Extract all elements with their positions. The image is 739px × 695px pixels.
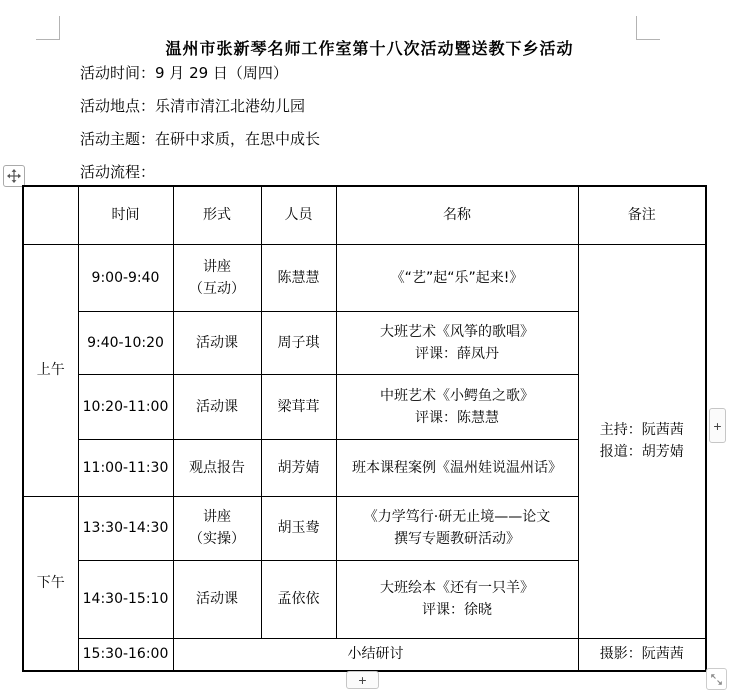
insert-column-button[interactable]	[709, 408, 726, 443]
form-cell[interactable]: 活动课	[173, 560, 261, 638]
note-host: 主持：阮茜茜	[599, 422, 684, 438]
paragraph-activity-place[interactable]: 活动地点：乐清市清江北港幼儿园	[80, 97, 306, 115]
header-form[interactable]: 形式	[173, 186, 261, 244]
four-way-arrows-icon	[7, 169, 21, 183]
document-paragraphs	[80, 57, 320, 189]
table-resize-handle[interactable]	[706, 668, 727, 690]
person-cell[interactable]: 孟依依	[261, 560, 336, 638]
person-cell[interactable]: 胡玉鸯	[261, 496, 336, 560]
photo-note-cell[interactable]: 摄影：阮茜茜	[578, 638, 706, 671]
name-cell[interactable]: 中班艺术《小鳄鱼之歌》 评课：陈慧慧	[336, 374, 578, 439]
paragraph-activity-time[interactable]: 活动时间：9 月 29 日（周四）	[80, 64, 288, 82]
header-time[interactable]: 时间	[78, 186, 173, 244]
person-cell[interactable]: 梁茸茸	[261, 374, 336, 439]
table-summary-row	[23, 638, 706, 671]
time-cell[interactable]: 9:00-9:40	[78, 244, 173, 311]
note-cell-merged[interactable]	[578, 244, 706, 638]
plus-icon: +	[713, 417, 722, 434]
summary-cell[interactable]: 小结研讨	[173, 638, 578, 671]
person-cell[interactable]: 周子琪	[261, 311, 336, 374]
form-cell[interactable]: 讲座 （实操）	[173, 496, 261, 560]
form-cell[interactable]: 讲座 （互动）	[173, 244, 261, 311]
insert-row-button[interactable]	[346, 671, 379, 689]
schedule-table	[22, 185, 707, 672]
person-cell[interactable]: 陈慧慧	[261, 244, 336, 311]
header-name[interactable]: 名称	[336, 186, 578, 244]
table-move-handle[interactable]	[3, 165, 25, 187]
time-cell[interactable]: 9:40-10:20	[78, 311, 173, 374]
paragraph-activity-theme[interactable]: 活动主题：在研中求质，在思中成长	[80, 130, 321, 148]
paragraph-activity-flow[interactable]: 活动流程：	[80, 163, 156, 181]
diagonal-arrows-icon	[709, 672, 724, 687]
name-cell[interactable]: 班本课程案例《温州娃说温州话》	[336, 439, 578, 496]
header-person[interactable]: 人员	[261, 186, 336, 244]
table-row	[23, 244, 706, 311]
header-group[interactable]	[23, 186, 78, 244]
time-cell[interactable]: 10:20-11:00	[78, 374, 173, 439]
name-cell[interactable]: 大班艺术《风筝的歌唱》 评课：薛凤丹	[336, 311, 578, 374]
person-cell[interactable]: 胡芳婧	[261, 439, 336, 496]
form-cell[interactable]: 活动课	[173, 374, 261, 439]
time-cell[interactable]: 11:00-11:30	[78, 439, 173, 496]
group-cell-morning[interactable]: 上午	[23, 244, 78, 496]
form-cell[interactable]: 观点报告	[173, 439, 261, 496]
document-title[interactable]: 温州市张新琴名师工作室第十八次活动暨送教下乡活动	[165, 39, 574, 58]
table-header-row	[23, 186, 706, 244]
plus-icon: +	[358, 672, 367, 688]
header-note[interactable]: 备注	[578, 186, 706, 244]
note-report: 报道：胡芳婧	[599, 444, 684, 460]
group-cell-afternoon[interactable]: 下午	[23, 496, 78, 671]
time-cell[interactable]: 14:30-15:10	[78, 560, 173, 638]
form-cell[interactable]: 活动课	[173, 311, 261, 374]
name-cell[interactable]: 大班绘本《还有一只羊》 评课：徐晓	[336, 560, 578, 638]
time-cell[interactable]: 15:30-16:00	[78, 638, 173, 671]
time-cell[interactable]: 13:30-14:30	[78, 496, 173, 560]
name-cell[interactable]: 《“艺”起“乐”起来!》	[336, 244, 578, 311]
name-cell[interactable]: 《力学笃行·研无止境——论文 撰写专题教研活动》	[336, 496, 578, 560]
